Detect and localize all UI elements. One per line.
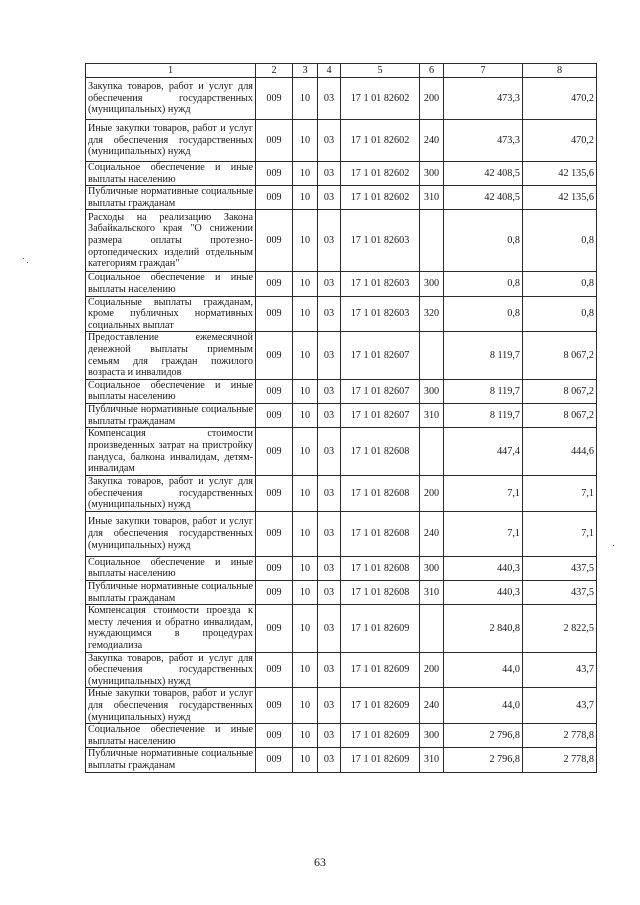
table-row xyxy=(86,78,597,120)
pr-cell: 03 xyxy=(318,605,341,652)
row-name-cell: Социальные выплаты гражданам, кроме публичных нормативных социальных выплат xyxy=(86,296,256,332)
vr-cell: 240 xyxy=(420,688,444,724)
csr-cell: 17 1 01 82602 xyxy=(341,120,420,162)
pr-cell: 03 xyxy=(318,724,341,748)
row-name-cell: Закупка товаров, работ и услуг для обеспечения государственных (муниципальных) нужд xyxy=(86,652,256,688)
ved-cell: 009 xyxy=(256,511,293,556)
amount-col7-cell: 447,4 xyxy=(444,428,523,476)
csr-cell: 17 1 01 82609 xyxy=(341,724,420,748)
table-row xyxy=(86,296,597,332)
amount-col7-cell: 2 796,8 xyxy=(444,724,523,748)
ved-cell: 009 xyxy=(256,186,293,210)
amount-col7-cell: 473,3 xyxy=(444,78,523,120)
scan-speck xyxy=(613,545,614,546)
rz-cell: 10 xyxy=(293,120,318,162)
amount-col8-cell: 42 135,6 xyxy=(523,186,597,210)
ved-cell: 009 xyxy=(256,332,293,379)
vr-cell: 300 xyxy=(420,556,444,580)
ved-cell: 009 xyxy=(256,428,293,476)
rz-cell: 10 xyxy=(293,605,318,652)
amount-col8-cell: 8 067,2 xyxy=(523,403,597,427)
header-cell: 6 xyxy=(420,64,444,78)
amount-col8-cell: 0,8 xyxy=(523,296,597,332)
amount-col8-cell: 470,2 xyxy=(523,78,597,120)
csr-cell: 17 1 01 82607 xyxy=(341,332,420,379)
header-cell: 1 xyxy=(86,64,256,78)
amount-col7-cell: 473,3 xyxy=(444,120,523,162)
rz-cell: 10 xyxy=(293,403,318,427)
ved-cell: 009 xyxy=(256,162,293,186)
table-row xyxy=(86,162,597,186)
row-name-cell: Публичные нормативные социальные выплаты гражданам xyxy=(86,748,256,772)
vr-cell xyxy=(420,605,444,652)
table-row xyxy=(86,724,597,748)
rz-cell: 10 xyxy=(293,748,318,772)
amount-col8-cell: 470,2 xyxy=(523,120,597,162)
amount-col7-cell: 440,3 xyxy=(444,581,523,605)
pr-cell: 03 xyxy=(318,186,341,210)
vr-cell xyxy=(420,210,444,272)
table-row xyxy=(86,403,597,427)
rz-cell: 10 xyxy=(293,428,318,476)
amount-col7-cell: 8 119,7 xyxy=(444,332,523,379)
vr-cell: 300 xyxy=(420,162,444,186)
scan-speck xyxy=(27,262,28,263)
vr-cell: 310 xyxy=(420,581,444,605)
csr-cell: 17 1 01 82607 xyxy=(341,403,420,427)
vr-cell: 300 xyxy=(420,724,444,748)
table-row xyxy=(86,379,597,403)
table-row xyxy=(86,428,597,476)
amount-col8-cell: 8 067,2 xyxy=(523,379,597,403)
amount-col7-cell: 0,8 xyxy=(444,272,523,296)
amount-col8-cell: 2 822,5 xyxy=(523,605,597,652)
csr-cell: 17 1 01 82607 xyxy=(341,379,420,403)
rz-cell: 10 xyxy=(293,476,318,512)
amount-col7-cell: 8 119,7 xyxy=(444,403,523,427)
csr-cell: 17 1 01 82609 xyxy=(341,605,420,652)
amount-col7-cell: 7,1 xyxy=(444,511,523,556)
header-row xyxy=(86,64,597,78)
amount-col8-cell: 0,8 xyxy=(523,210,597,272)
csr-cell: 17 1 01 82608 xyxy=(341,476,420,512)
pr-cell: 03 xyxy=(318,652,341,688)
csr-cell: 17 1 01 82608 xyxy=(341,581,420,605)
pr-cell: 03 xyxy=(318,332,341,379)
ved-cell: 009 xyxy=(256,379,293,403)
pr-cell: 03 xyxy=(318,581,341,605)
pr-cell: 03 xyxy=(318,78,341,120)
csr-cell: 17 1 01 82603 xyxy=(341,296,420,332)
amount-col7-cell: 2 796,8 xyxy=(444,748,523,772)
header-cell: 2 xyxy=(256,64,293,78)
row-name-cell: Компенсация стоимости произведенных затрат на пристройку пандуса, балкона инвалидам, детям-инвалидам xyxy=(86,428,256,476)
rz-cell: 10 xyxy=(293,379,318,403)
row-name-cell: Социальное обеспечение и иные выплаты населению xyxy=(86,379,256,403)
csr-cell: 17 1 01 82608 xyxy=(341,511,420,556)
table-row xyxy=(86,581,597,605)
row-name-cell: Расходы на реализацию Закона Забайкальского края "О снижении размера оплаты протезно-ортопедических изделий отдельным категориям граждан" xyxy=(86,210,256,272)
csr-cell: 17 1 01 82608 xyxy=(341,428,420,476)
amount-col7-cell: 44,0 xyxy=(444,688,523,724)
rz-cell: 10 xyxy=(293,272,318,296)
pr-cell: 03 xyxy=(318,688,341,724)
vr-cell: 310 xyxy=(420,186,444,210)
pr-cell: 03 xyxy=(318,748,341,772)
amount-col7-cell: 0,8 xyxy=(444,210,523,272)
vr-cell: 310 xyxy=(420,748,444,772)
rz-cell: 10 xyxy=(293,210,318,272)
vr-cell: 200 xyxy=(420,78,444,120)
vr-cell xyxy=(420,332,444,379)
ved-cell: 009 xyxy=(256,403,293,427)
amount-col8-cell: 8 067,2 xyxy=(523,332,597,379)
table-row xyxy=(86,210,597,272)
table-row xyxy=(86,120,597,162)
row-name-cell: Социальное обеспечение и иные выплаты населению xyxy=(86,724,256,748)
row-name-cell: Социальное обеспечение и иные выплаты населению xyxy=(86,162,256,186)
table-row xyxy=(86,652,597,688)
ved-cell: 009 xyxy=(256,296,293,332)
pr-cell: 03 xyxy=(318,296,341,332)
vr-cell: 200 xyxy=(420,652,444,688)
rz-cell: 10 xyxy=(293,688,318,724)
csr-cell: 17 1 01 82603 xyxy=(341,210,420,272)
ved-cell: 009 xyxy=(256,724,293,748)
ved-cell: 009 xyxy=(256,78,293,120)
table-row xyxy=(86,476,597,512)
header-cell: 7 xyxy=(444,64,523,78)
table-row xyxy=(86,511,597,556)
amount-col8-cell: 444,6 xyxy=(523,428,597,476)
header-cell: 5 xyxy=(341,64,420,78)
vr-cell: 300 xyxy=(420,272,444,296)
ved-cell: 009 xyxy=(256,652,293,688)
rz-cell: 10 xyxy=(293,296,318,332)
row-name-cell: Социальное обеспечение и иные выплаты населению xyxy=(86,272,256,296)
table-row xyxy=(86,556,597,580)
amount-col8-cell: 437,5 xyxy=(523,556,597,580)
row-name-cell: Компенсация стоимости проезда к месту лечения и обратно инвалидам, нуждающимся в процедурах гемодиализа xyxy=(86,605,256,652)
ved-cell: 009 xyxy=(256,210,293,272)
row-name-cell: Иные закупки товаров, работ и услуг для обеспечения государственных (муниципальных) нужд xyxy=(86,511,256,556)
pr-cell: 03 xyxy=(318,511,341,556)
pr-cell: 03 xyxy=(318,120,341,162)
pr-cell: 03 xyxy=(318,272,341,296)
row-name-cell: Публичные нормативные социальные выплаты гражданам xyxy=(86,403,256,427)
amount-col7-cell: 0,8 xyxy=(444,296,523,332)
ved-cell: 009 xyxy=(256,272,293,296)
amount-col8-cell: 7,1 xyxy=(523,511,597,556)
row-name-cell: Иные закупки товаров, работ и услуг для обеспечения государственных (муниципальных) нужд xyxy=(86,120,256,162)
table-row xyxy=(86,605,597,652)
table-row xyxy=(86,688,597,724)
amount-col7-cell: 2 840,8 xyxy=(444,605,523,652)
table-row xyxy=(86,272,597,296)
amount-col7-cell: 42 408,5 xyxy=(444,186,523,210)
row-name-cell: Иные закупки товаров, работ и услуг для обеспечения государственных (муниципальных) нужд xyxy=(86,688,256,724)
ved-cell: 009 xyxy=(256,120,293,162)
page-number: 63 xyxy=(314,855,326,869)
csr-cell: 17 1 01 82609 xyxy=(341,652,420,688)
vr-cell: 200 xyxy=(420,476,444,512)
vr-cell: 240 xyxy=(420,511,444,556)
rz-cell: 10 xyxy=(293,511,318,556)
pr-cell: 03 xyxy=(318,162,341,186)
pr-cell: 03 xyxy=(318,210,341,272)
header-cell: 8 xyxy=(523,64,597,78)
rz-cell: 10 xyxy=(293,186,318,210)
csr-cell: 17 1 01 82602 xyxy=(341,186,420,210)
rz-cell: 10 xyxy=(293,556,318,580)
amount-col8-cell: 7,1 xyxy=(523,476,597,512)
amount-col7-cell: 42 408,5 xyxy=(444,162,523,186)
vr-cell: 240 xyxy=(420,120,444,162)
row-name-cell: Предоставление ежемесячной денежной выплаты приемным семьям для граждан пожилого возраста и инвалидов xyxy=(86,332,256,379)
ved-cell: 009 xyxy=(256,688,293,724)
budget-table xyxy=(85,63,597,773)
amount-col8-cell: 43,7 xyxy=(523,652,597,688)
table-row xyxy=(86,332,597,379)
pr-cell: 03 xyxy=(318,428,341,476)
csr-cell: 17 1 01 82602 xyxy=(341,162,420,186)
ved-cell: 009 xyxy=(256,748,293,772)
table-row xyxy=(86,748,597,772)
row-name-cell: Закупка товаров, работ и услуг для обеспечения государственных (муниципальных) нужд xyxy=(86,476,256,512)
table-row xyxy=(86,186,597,210)
amount-col7-cell: 7,1 xyxy=(444,476,523,512)
pr-cell: 03 xyxy=(318,379,341,403)
vr-cell: 320 xyxy=(420,296,444,332)
rz-cell: 10 xyxy=(293,724,318,748)
amount-col8-cell: 437,5 xyxy=(523,581,597,605)
rz-cell: 10 xyxy=(293,332,318,379)
rz-cell: 10 xyxy=(293,78,318,120)
csr-cell: 17 1 01 82609 xyxy=(341,748,420,772)
rz-cell: 10 xyxy=(293,652,318,688)
pr-cell: 03 xyxy=(318,556,341,580)
csr-cell: 17 1 01 82602 xyxy=(341,78,420,120)
amount-col8-cell: 2 778,8 xyxy=(523,724,597,748)
csr-cell: 17 1 01 82603 xyxy=(341,272,420,296)
ved-cell: 009 xyxy=(256,476,293,512)
row-name-cell: Социальное обеспечение и иные выплаты населению xyxy=(86,556,256,580)
ved-cell: 009 xyxy=(256,605,293,652)
vr-cell: 300 xyxy=(420,379,444,403)
amount-col7-cell: 440,3 xyxy=(444,556,523,580)
amount-col7-cell: 8 119,7 xyxy=(444,379,523,403)
row-name-cell: Публичные нормативные социальные выплаты гражданам xyxy=(86,581,256,605)
pr-cell: 03 xyxy=(318,403,341,427)
ved-cell: 009 xyxy=(256,581,293,605)
header-cell: 3 xyxy=(293,64,318,78)
csr-cell: 17 1 01 82609 xyxy=(341,688,420,724)
row-name-cell: Публичные нормативные социальные выплаты гражданам xyxy=(86,186,256,210)
amount-col8-cell: 42 135,6 xyxy=(523,162,597,186)
vr-cell: 310 xyxy=(420,403,444,427)
pr-cell: 03 xyxy=(318,476,341,512)
rz-cell: 10 xyxy=(293,162,318,186)
amount-col8-cell: 0,8 xyxy=(523,272,597,296)
amount-col7-cell: 44,0 xyxy=(444,652,523,688)
header-cell: 4 xyxy=(318,64,341,78)
amount-col8-cell: 2 778,8 xyxy=(523,748,597,772)
scan-speck xyxy=(23,258,24,259)
rz-cell: 10 xyxy=(293,581,318,605)
amount-col8-cell: 43,7 xyxy=(523,688,597,724)
ved-cell: 009 xyxy=(256,556,293,580)
csr-cell: 17 1 01 82608 xyxy=(341,556,420,580)
row-name-cell: Закупка товаров, работ и услуг для обеспечения государственных (муниципальных) нужд xyxy=(86,78,256,120)
vr-cell xyxy=(420,428,444,476)
